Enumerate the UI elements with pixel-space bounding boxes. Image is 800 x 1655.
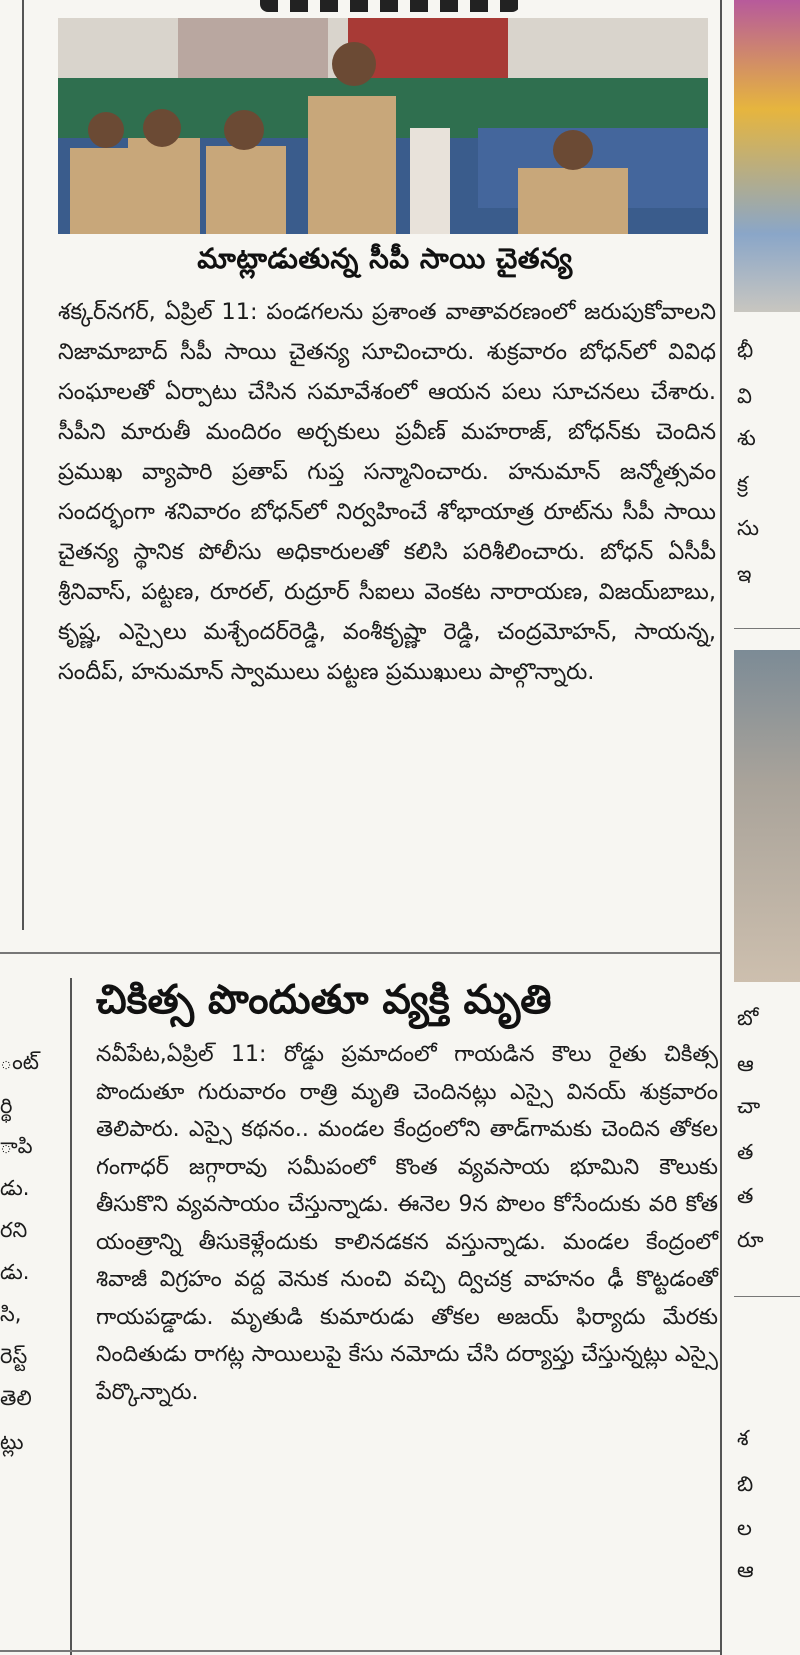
right-fragment: ల [737, 1516, 752, 1540]
second-story-headline: చికిత్స పొందుతూ వ్యక్తి మృతి [96, 977, 552, 1023]
left-fragment: ట్లు [0, 1430, 24, 1454]
main-story-body: శక్కర్‌నగర్, ఏప్రిల్ 11: పండగలను ప్రశాంత వాతావరణంలో జరుపుకోవాలని నిజామాబాద్ సీపీ సాయి చైతన్య సూచించారు. శుక్రవారం బోధన్‌లో వివిధ సంఘాలతో ఏర్పాటు చేసిన సమావేశంలో ఆయన పలు సూచనలు చేశారు. సీపీని మారుతీ మందిరం అర్చకులు ప్రవీణ్ మహరాజ్, బోధన్‌కు చెందిన ప్రముఖ వ్యాపారి ప్రతాప్ గుప్త సన్మానించారు. హనుమాన్ జన్మోత్సవం సందర్భంగా శనివారం బోధన్‌లో నిర్వహించే శోభాయాత్ర రూట్‌ను సీపీ సాయి చైతన్య స్థానిక పోలీసు అధికారులతో కలిసి పరిశీలించారు. బోధన్ ఏసీపీ శ్రీనివాస్, పట్టణ, రూరల్, రుద్రూర్ సీఐలు వెంకట నారాయణ, విజయ్‌బాబు, కృష్ణ, ఎస్సైలు మశ్చేందర్‌రెడ్డి, వంశీకృష్ణా రెడ్డి, చంద్రమోహన్, సాయన్న, సందీప్, హనుమాన్ స్వాములు పట్టణ ప్రముఖులు పాల్గొన్నారు. [58, 299, 716, 685]
right-fragment: క్ర [737, 472, 748, 496]
left-fragment: ంట్ [0, 1050, 39, 1074]
left-fragment: తెలి [0, 1386, 32, 1410]
right-column-rule-2 [734, 1296, 800, 1297]
right-fragment: ఆ [737, 1558, 754, 1582]
right-fragment: శ [737, 1426, 749, 1450]
right-fragment: త [737, 1140, 754, 1164]
right-column-rule-1 [734, 628, 800, 629]
right-fragment: బో [737, 1006, 759, 1030]
police-meeting-photo [58, 18, 708, 234]
left-fragment: ర్థి [0, 1094, 13, 1118]
right-column-photo-bottom [734, 650, 800, 982]
column-divider-left-lower [70, 978, 72, 1655]
right-fragment: సు [737, 516, 760, 540]
right-fragment: బి [737, 1472, 754, 1496]
column-divider-right [720, 0, 722, 1655]
right-fragment: భీ [737, 338, 754, 362]
cropped-headline-remnant [260, 0, 520, 14]
second-story-body: నవీపేట,ఏప్రిల్ 11: రోడ్డు ప్రమాదంలో గాయడిన కౌలు రైతు చికిత్స పొందుతూ గురువారం రాత్రి మృతి చెందినట్లు ఎస్సై వినయ్ శుక్రవారం తెలిపారు. ఎస్సై కథనం.. మండల కేంద్రంలోని తాడ్‌గామకు చెందిన తోకల గంగాధర్ జగ్గారావు సమీపంలో కొంత వ్యవసాయ భూమిని కౌలుకు తీసుకొని వ్యవసాయం చేస్తున్నాడు. ఈనెల 9న పొలం కోసేందుకు వరి కోత యంత్రాన్ని తీసుకెళ్లేందుకు కాలినడకన వస్తున్నాడు. మండల కేంద్రంలో శివాజీ విగ్రహం వద్ద వెనుక నుంచి వచ్చి ద్విచక్ర వాహనం ఢీ కొట్టడంతో గాయపడ్డాడు. మృతుడి కుమారుడు తోకల అజయ్ ఫిర్యాదు మేరకు నిందితుడు రాగట్ల సాయిలుపై కేసు నమోదు చేసి దర్యాప్తు చేస్తున్నట్లు ఎస్సై పేర్కొన్నారు. [96, 1042, 718, 1405]
right-fragment: శు [737, 426, 756, 450]
left-fragment: ాపి [0, 1134, 33, 1158]
right-fragment: చా [737, 1094, 761, 1118]
right-column-photo-top [734, 0, 800, 312]
column-divider-left-upper [22, 0, 24, 930]
right-fragment: వి [737, 384, 752, 408]
photo-caption: మాట్లాడుతున్న సీపీ సాయి చైతన్య [197, 242, 573, 275]
right-fragment: ఆ [737, 1052, 754, 1076]
left-fragment: డు. [0, 1176, 30, 1200]
left-fragment: సి, [0, 1302, 22, 1326]
left-fragment: రని [0, 1218, 28, 1242]
right-fragment: ఇ [737, 562, 752, 586]
left-fragment: రెస్ట్ [0, 1344, 28, 1368]
bottom-rule [0, 1650, 720, 1652]
story-separator [0, 952, 720, 954]
left-fragment: డు. [0, 1260, 30, 1284]
right-fragment: త [737, 1184, 754, 1208]
right-fragment: రూ [737, 1228, 764, 1252]
